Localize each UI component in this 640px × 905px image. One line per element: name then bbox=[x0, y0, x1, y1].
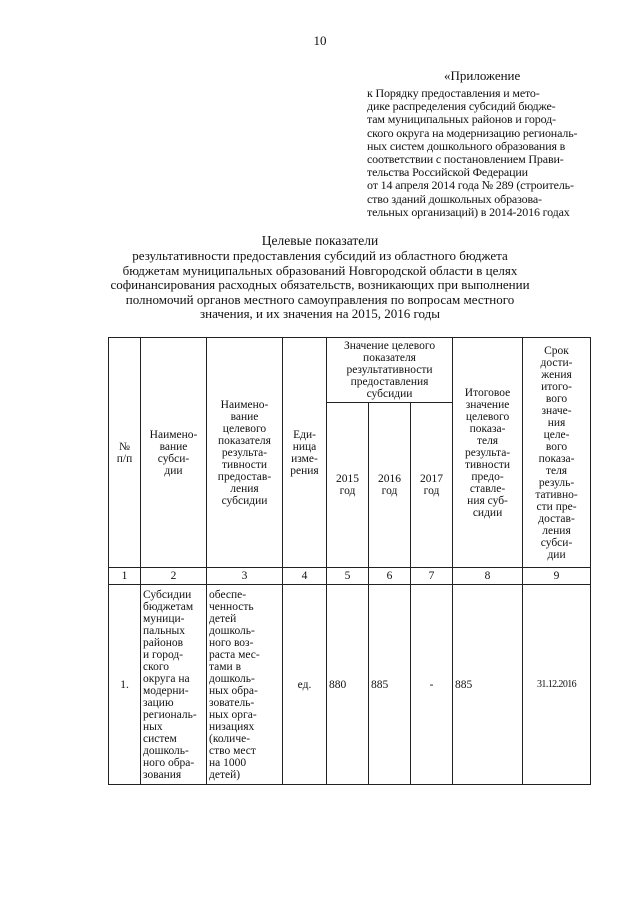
appendix-text bbox=[367, 87, 611, 219]
appendix-line: ство зданий дошкольных образова- bbox=[367, 191, 542, 206]
page-number: 10 bbox=[313, 33, 327, 48]
appendix-line: там муниципальных районов и город- bbox=[367, 112, 556, 127]
header-value-group: Значение целевого показателя результативности предоставления субсидии bbox=[327, 338, 453, 403]
appendix-line: ных систем дошкольного образования в bbox=[367, 138, 566, 153]
column-number: 5 bbox=[327, 568, 369, 585]
row-deadline: 31.12.2016 bbox=[523, 585, 591, 785]
table-header-row bbox=[109, 338, 591, 403]
row-subsidy-name: Субсидии бюджетам муници- пальных районов и город- ского округа на модерни- зацию региональ- ных систем дошколь- ного обра- зования bbox=[141, 585, 207, 785]
subheading-line: полномочий органов местного самоуправления по вопросам местного bbox=[125, 291, 515, 307]
appendix-line: к Порядку предоставления и мето- bbox=[367, 86, 540, 100]
appendix-line: ского округа на модернизацию региональ- bbox=[367, 125, 578, 140]
document-heading: Целевые показатели bbox=[261, 233, 379, 248]
targets-table bbox=[108, 337, 591, 785]
row-indicator-name: обеспе- ченность детей дошколь- ного воз- раста мес- тами в дошколь- ных обра- зователь- ных орга- низациях (количе- ство мест на 1000 детей) bbox=[207, 585, 283, 785]
header-year-2016: 2016 год bbox=[369, 403, 411, 568]
appendix-title: «Приложение bbox=[444, 68, 521, 83]
table-row bbox=[109, 585, 591, 785]
appendix-line: тельства Российской Федерации bbox=[367, 165, 528, 180]
appendix-line: соответствии с постановлением Прави- bbox=[367, 152, 564, 167]
subheading-line: значения, и их значения на 2015, 2016 годы bbox=[200, 306, 440, 321]
row-year-2017: - bbox=[411, 585, 453, 785]
row-year-2015: 880 bbox=[327, 585, 369, 785]
column-number: 1 bbox=[109, 568, 141, 585]
appendix-line: дике распределения субсидий бюдже- bbox=[367, 99, 556, 114]
column-number-row bbox=[109, 568, 591, 585]
column-number: 8 bbox=[453, 568, 523, 585]
column-number: 3 bbox=[207, 568, 283, 585]
subheading-line: софинансирования расходных обязательств, возникающих при выполнении bbox=[110, 277, 530, 292]
subheading-line: бюджетам муниципальных образований Новгородской области в целях bbox=[122, 262, 518, 278]
header-year-2017: 2017 год bbox=[411, 403, 453, 568]
appendix-line: тельных организаций) в 2014-2016 годах bbox=[367, 204, 570, 219]
row-num: 1. bbox=[109, 585, 141, 785]
header-final-value: Итоговое значение целевого показа- теля результа- тивности предо- ставле- ния суб- сидии bbox=[453, 338, 523, 568]
document-subheading bbox=[0, 249, 640, 322]
appendix-line: от 14 апреля 2014 года № 289 (строитель- bbox=[367, 178, 574, 193]
header-num: № п/п bbox=[109, 338, 141, 568]
row-unit: ед. bbox=[283, 585, 327, 785]
row-final-value: 885 bbox=[453, 585, 523, 785]
column-number: 9 bbox=[523, 568, 591, 585]
column-number: 4 bbox=[283, 568, 327, 585]
header-indicator-name: Наимено- вание целевого показателя результа- тивности предостав- ления субсидии bbox=[207, 338, 283, 568]
column-number: 7 bbox=[411, 568, 453, 585]
header-unit: Еди- ница изме- рения bbox=[283, 338, 327, 568]
header-subsidy-name: Наимено- вание субси- дии bbox=[141, 338, 207, 568]
subheading-line: результативности предоставления субсидий из областного бюджета bbox=[132, 248, 508, 263]
row-year-2016: 885 bbox=[369, 585, 411, 785]
column-number: 6 bbox=[369, 568, 411, 585]
column-number: 2 bbox=[141, 568, 207, 585]
header-year-2015: 2015 год bbox=[327, 403, 369, 568]
header-deadline: Срок дости- жения итого- вого значе- ния целе- вого показа- теля резуль- тативно- сти пре- достав- ления субси- дии bbox=[523, 338, 591, 568]
